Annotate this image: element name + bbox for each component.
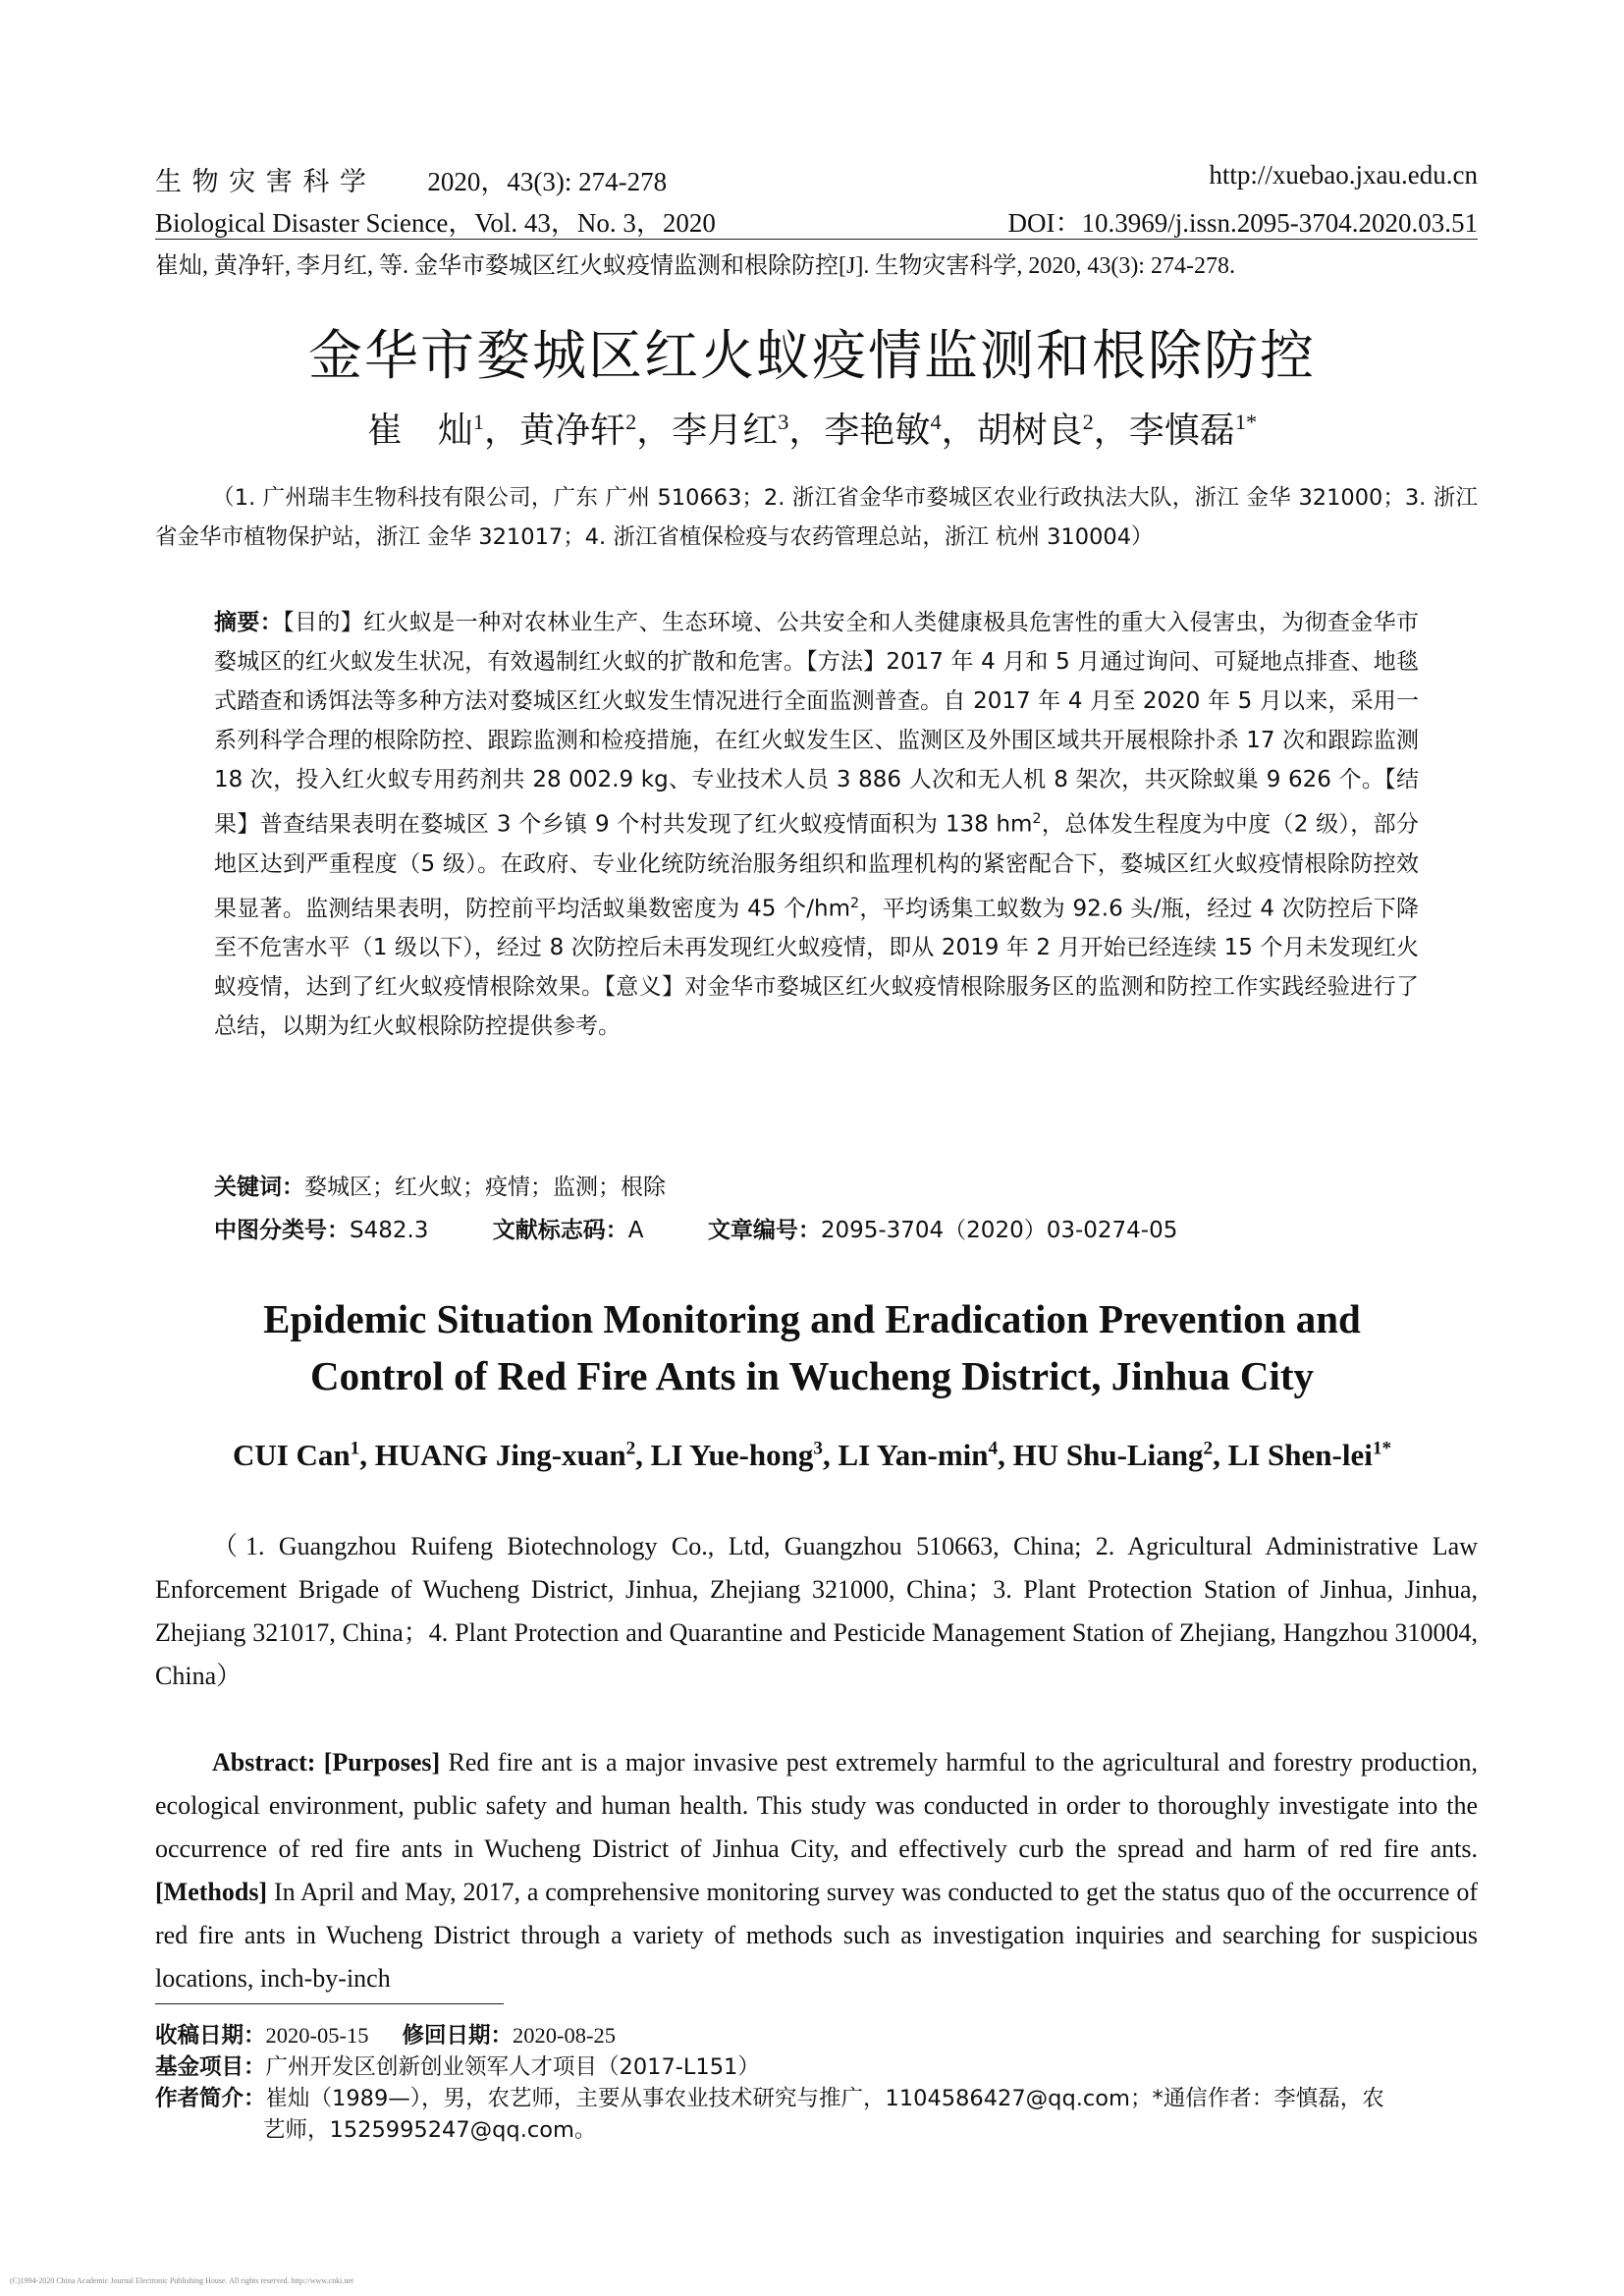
author-affil-sup: 3 bbox=[778, 410, 789, 434]
keywords-text: 婺城区；红火蚁；疫情；监测；根除 bbox=[304, 1175, 666, 1200]
revised-label: 修回日期： bbox=[402, 2023, 514, 2049]
author-separator: , bbox=[359, 1438, 375, 1472]
keywords-label: 关键词： bbox=[214, 1175, 304, 1200]
authors-en bbox=[0, 1438, 1624, 1473]
footnote-rule bbox=[155, 2003, 504, 2004]
author-separator: ， bbox=[941, 410, 977, 450]
header-rule bbox=[155, 239, 1478, 240]
doc-code-label: 文献标志码： bbox=[492, 1218, 628, 1243]
article-number-label: 文章编号： bbox=[707, 1218, 821, 1243]
author-cn: 李慎磊 bbox=[1128, 410, 1235, 450]
doi: DOI：10.3969/j.issn.2095-3704.2020.03.51 bbox=[1007, 208, 1478, 238]
purposes-text: Red fire ant is a major invasive pest extremely harmful to the agricultural and forestry production, ecological environment, public safety and human health. This study was conducted in order to thoroughly investigate into the occurrence of red fire ants in Wucheng District of Jinhua City, and effectively curb the spread and harm of red fire ants. bbox=[155, 1748, 1478, 1863]
author-affil-sup: 1 bbox=[472, 410, 485, 434]
author-affil-sup: 3 bbox=[813, 1438, 823, 1459]
clc-value: S482.3 bbox=[350, 1218, 429, 1243]
title-en-line: Control of Red Fire Ants in Wucheng District, Jinhua City bbox=[309, 1353, 1315, 1398]
authors-cn bbox=[0, 403, 1624, 453]
author-en: HUANG Jing-xuan bbox=[374, 1438, 626, 1472]
title-en bbox=[0, 1290, 1624, 1404]
author-separator: ， bbox=[788, 410, 825, 450]
footnote-bio bbox=[155, 2083, 1478, 2114]
article-number-value: 2095-3704（2020）03-0274-05 bbox=[820, 1218, 1178, 1243]
author-separator: ， bbox=[636, 410, 673, 450]
footnotes bbox=[155, 2020, 1478, 2146]
author-cn: 崔 灿 bbox=[366, 410, 473, 450]
abstract-cn-text: 【目的】红火蚁是一种对农林业生产、生态环境、公共安全和人类健康极具危害性的重大入侵害虫，为彻查金华市婺城区的红火蚁发生状况，有效遏制红火蚁的扩散和危害。【方法】2017 年 4 月和 5 月通过询问、可疑地点排查、地毯式踏查和诱饵法等多种方法对婺城区红火蚁发生情况进行全面监测普查。自 2017 年 4 月至 2020 年 5 月以来，采用一系列科学合理的根除防控、跟踪监测和检疫措施，在红火蚁发生区、监测区及外围区域共开展根除扑杀 17 次和跟踪监测 18 次，投入红火蚁专用药剂共 28 002.9 kg、专业技术人员 3 886 人次和无人机 8 架次，共灭除蚁巢 9 626 个。【结果】普查结果表明在婺城区 3 个乡镇 9 个村共发现了红火蚁疫情面积为 138 hm bbox=[214, 610, 1419, 838]
abstract-cn-text: ，总体发生程度为中度（2 级），部分地区达到严重程度（5 级）。在政府、专业化统防统治服务组织和监理机构的紧密配合下，婺城区红火蚁疫情根除防控效果显著。监测结果表明，防控前平均活蚁巢数密度为 45 个/hm bbox=[214, 811, 1419, 922]
author-affil-sup: 1* bbox=[1372, 1438, 1392, 1459]
author-separator: , bbox=[822, 1438, 839, 1472]
abstract-en-label: Abstract: bbox=[212, 1748, 316, 1777]
title-en-line: Epidemic Situation Monitoring and Eradication Prevention and bbox=[263, 1296, 1361, 1341]
author-en: LI Yue-hong bbox=[650, 1438, 814, 1472]
publisher-watermark: (C)1994-2020 China Academic Journal Electronic Publishing House. All rights reserved. http://www.cnki.net bbox=[10, 2276, 354, 2285]
author-en: LI Yan-min bbox=[838, 1438, 989, 1472]
bio-text: 崔灿（1989—），男，农艺师，主要从事农业技术研究与推广，1104586427@qq.com；*通信作者：李慎磊，农 bbox=[265, 2086, 1384, 2111]
received-date: 2020-05-15 bbox=[265, 2023, 369, 2048]
author-separator: ， bbox=[1093, 410, 1129, 450]
purposes-label: [Purposes] bbox=[323, 1748, 441, 1777]
author-affil-sup: 2 bbox=[625, 1438, 636, 1459]
fund-text: 广州开发区创新创业领军人才项目（2017-L151） bbox=[265, 2054, 760, 2080]
issue-info-cn: 2020，43(3): 274-278 bbox=[427, 167, 668, 196]
journal-header-row-1 bbox=[155, 160, 1478, 198]
superscript: 2 bbox=[1032, 811, 1042, 827]
classification-line bbox=[214, 1212, 1419, 1244]
journal-name-cn: 生 物 灾 害 科 学 bbox=[155, 167, 367, 197]
methods-label: [Methods] bbox=[155, 1878, 268, 1906]
author-cn: 李艳敏 bbox=[824, 410, 931, 450]
superscript: 2 bbox=[850, 895, 860, 911]
title-cn: 金华市婺城区红火蚁疫情监测和根除防控 bbox=[307, 326, 1316, 386]
doc-code-value: A bbox=[627, 1218, 644, 1243]
abstract-cn bbox=[214, 603, 1419, 1046]
footnote-dates bbox=[155, 2020, 1478, 2051]
author-affil-sup: 4 bbox=[988, 1438, 999, 1459]
author-affil-sup: 2 bbox=[625, 410, 637, 434]
clc-label: 中图分类号： bbox=[214, 1218, 350, 1243]
author-separator: , bbox=[1213, 1438, 1228, 1472]
abstract-cn-text: ，平均诱集工蚁数为 92.6 头/瓶，经过 4 次防控后下降至不危害水平（1 级以下），经过 8 次防控后未再发现红火蚁疫情，即从 2019 年 2 月开始已经连续 15 个月未发现红火蚁疫情，达到了红火蚁疫情根除效果。【意义】对金华市婺城区红火蚁疫情根除服务区的监测和防控工作实践经验进行了总结，以期为红火蚁根除防控提供参考。 bbox=[214, 896, 1420, 1040]
affiliations-en: （1. Guangzhou Ruifeng Biotechnology Co., Ltd, Guangzhou 510663, China; 2. Agricultural Administrative Law Enforcement Brigade of Wucheng District, Jinhua, Zhejiang 321000, China；3. Plant Protection Station of Jinhua, Jinhua, Zhejiang 321017, China；4. Plant Protection and Quarantine and Pesticide Management Station of Zhejiang, Hangzhou 310004, China） bbox=[155, 1532, 1478, 1690]
methods-text: In April and May, 2017, a comprehensive monitoring survey was conducted to get the status quo of the occurrence of red fire ants in Wucheng District through a variety of methods such as investigation inquiries and searching for suspicious locations, inch-by-inch bbox=[155, 1878, 1478, 1993]
author-affil-sup: 1 bbox=[350, 1438, 360, 1459]
received-label: 收稿日期： bbox=[155, 2023, 266, 2049]
abstract-cn-label: 摘要： bbox=[214, 610, 284, 635]
author-separator: ， bbox=[484, 410, 520, 450]
journal-name-en: Biological Disaster Science，Vol. 43，No. 3，2020 bbox=[155, 208, 716, 238]
author-separator: , bbox=[635, 1438, 651, 1472]
author-en: CUI Can bbox=[232, 1438, 351, 1472]
footnote-fund bbox=[155, 2051, 1478, 2083]
abstract-en bbox=[155, 1741, 1478, 2000]
author-cn: 胡树良 bbox=[976, 410, 1083, 450]
author-affil-sup: 2 bbox=[1082, 410, 1094, 434]
author-cn: 李月红 bbox=[672, 410, 779, 450]
affiliations-cn: （1. 广州瑞丰生物科技有限公司，广东 广州 510663；2. 浙江省金华市婺城区农业行政执法大队，浙江 金华 321000；3. 浙江省金华市植物保护站，浙江 金华 321017；4. 浙江省植保检疫与农药管理总站，浙江 杭州 310004） bbox=[155, 485, 1478, 550]
author-affil-sup: 2 bbox=[1203, 1438, 1214, 1459]
author-en: LI Shen-lei bbox=[1227, 1438, 1373, 1472]
revised-date: 2020-08-25 bbox=[513, 2023, 617, 2048]
author-separator: , bbox=[998, 1438, 1013, 1472]
journal-url[interactable]: http://xuebao.jxau.edu.cn bbox=[1209, 160, 1478, 190]
keywords-cn bbox=[214, 1169, 1419, 1201]
citation-line: 崔灿, 黄净轩, 李月红, 等. 金华市婺城区红火蚁疫情监测和根除防控[J]. 生物灾害科学, 2020, 43(3): 274-278. bbox=[155, 253, 1235, 279]
author-cn: 黄净轩 bbox=[519, 410, 626, 450]
bio-label: 作者简介： bbox=[155, 2086, 266, 2111]
fund-label: 基金项目： bbox=[155, 2054, 266, 2080]
author-en: HU Shu-Liang bbox=[1012, 1438, 1204, 1472]
footnote-bio-continued: 艺师，1525995247@qq.com。 bbox=[263, 2117, 597, 2143]
author-affil-sup: 4 bbox=[930, 410, 942, 434]
journal-header-row-2 bbox=[155, 201, 1478, 240]
author-affil-sup: 1* bbox=[1234, 410, 1258, 434]
